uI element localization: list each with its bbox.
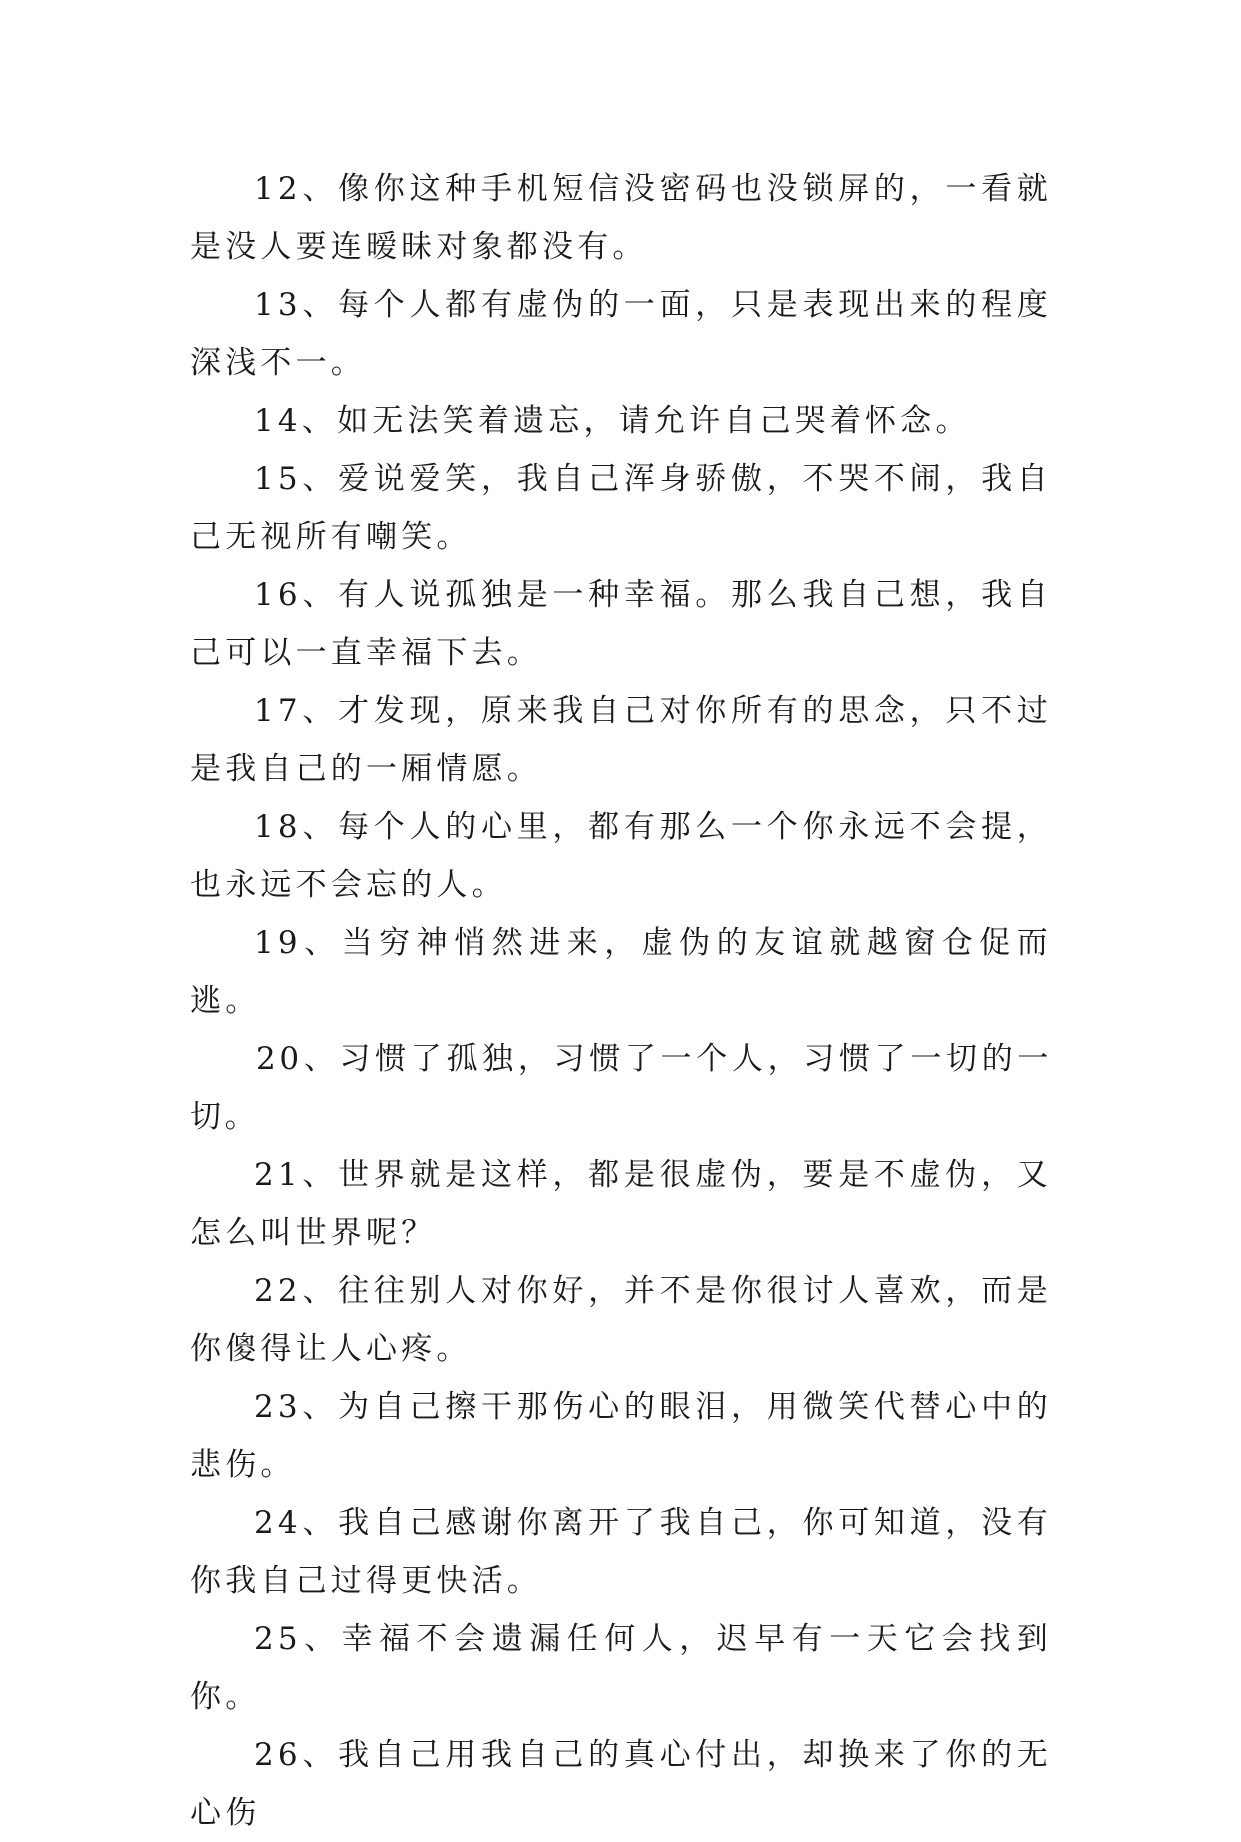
paragraph-16: 16、有人说孤独是一种幸福。那么我自己想，我自己可以一直幸福下去。 (190, 577, 1052, 671)
paragraph-23: 23、为自己擦干那伤心的眼泪，用微笑代替心中的悲伤。 (190, 1389, 1052, 1483)
paragraph-18: 18、每个人的心里，都有那么一个你永远不会提，也永远不会忘的人。 (190, 809, 1052, 903)
document-body (190, 160, 1052, 1842)
paragraph-14: 14、如无法笑着遗忘，请允许自己哭着怀念。 (254, 403, 971, 439)
paragraph-17: 17、才发现，原来我自己对你所有的思念，只不过是我自己的一厢情愿。 (190, 693, 1052, 787)
paragraph-21: 21、世界就是这样，都是很虚伪，要是不虚伪，又怎么叫世界呢？ (190, 1157, 1052, 1251)
paragraph-25: 25、幸福不会遗漏任何人，迟早有一天它会找到你。 (190, 1621, 1052, 1715)
paragraph-15: 15、爱说爱笑，我自己浑身骄傲，不哭不闹，我自己无视所有嘲笑。 (190, 461, 1052, 555)
paragraph-13: 13、每个人都有虚伪的一面，只是表现出来的程度深浅不一。 (190, 287, 1052, 381)
paragraph-22: 22、往往别人对你好，并不是你很讨人喜欢，而是你傻得让人心疼。 (190, 1273, 1052, 1367)
paragraph-26: 26、我自己用我自己的真心付出，却换来了你的无心伤 (190, 1737, 1052, 1831)
paragraph-24: 24、我自己感谢你离开了我自己，你可知道，没有你我自己过得更快活。 (190, 1505, 1052, 1599)
paragraph-12: 12、像你这种手机短信没密码也没锁屏的，一看就是没人要连暧昧对象都没有。 (190, 171, 1052, 265)
paragraph-19: 19、当穷神悄然进来，虚伪的友谊就越窗仓促而逃。 (190, 925, 1052, 1019)
paragraph-20: 20、习惯了孤独，习惯了一个人，习惯了一切的一切。 (190, 1041, 1052, 1135)
